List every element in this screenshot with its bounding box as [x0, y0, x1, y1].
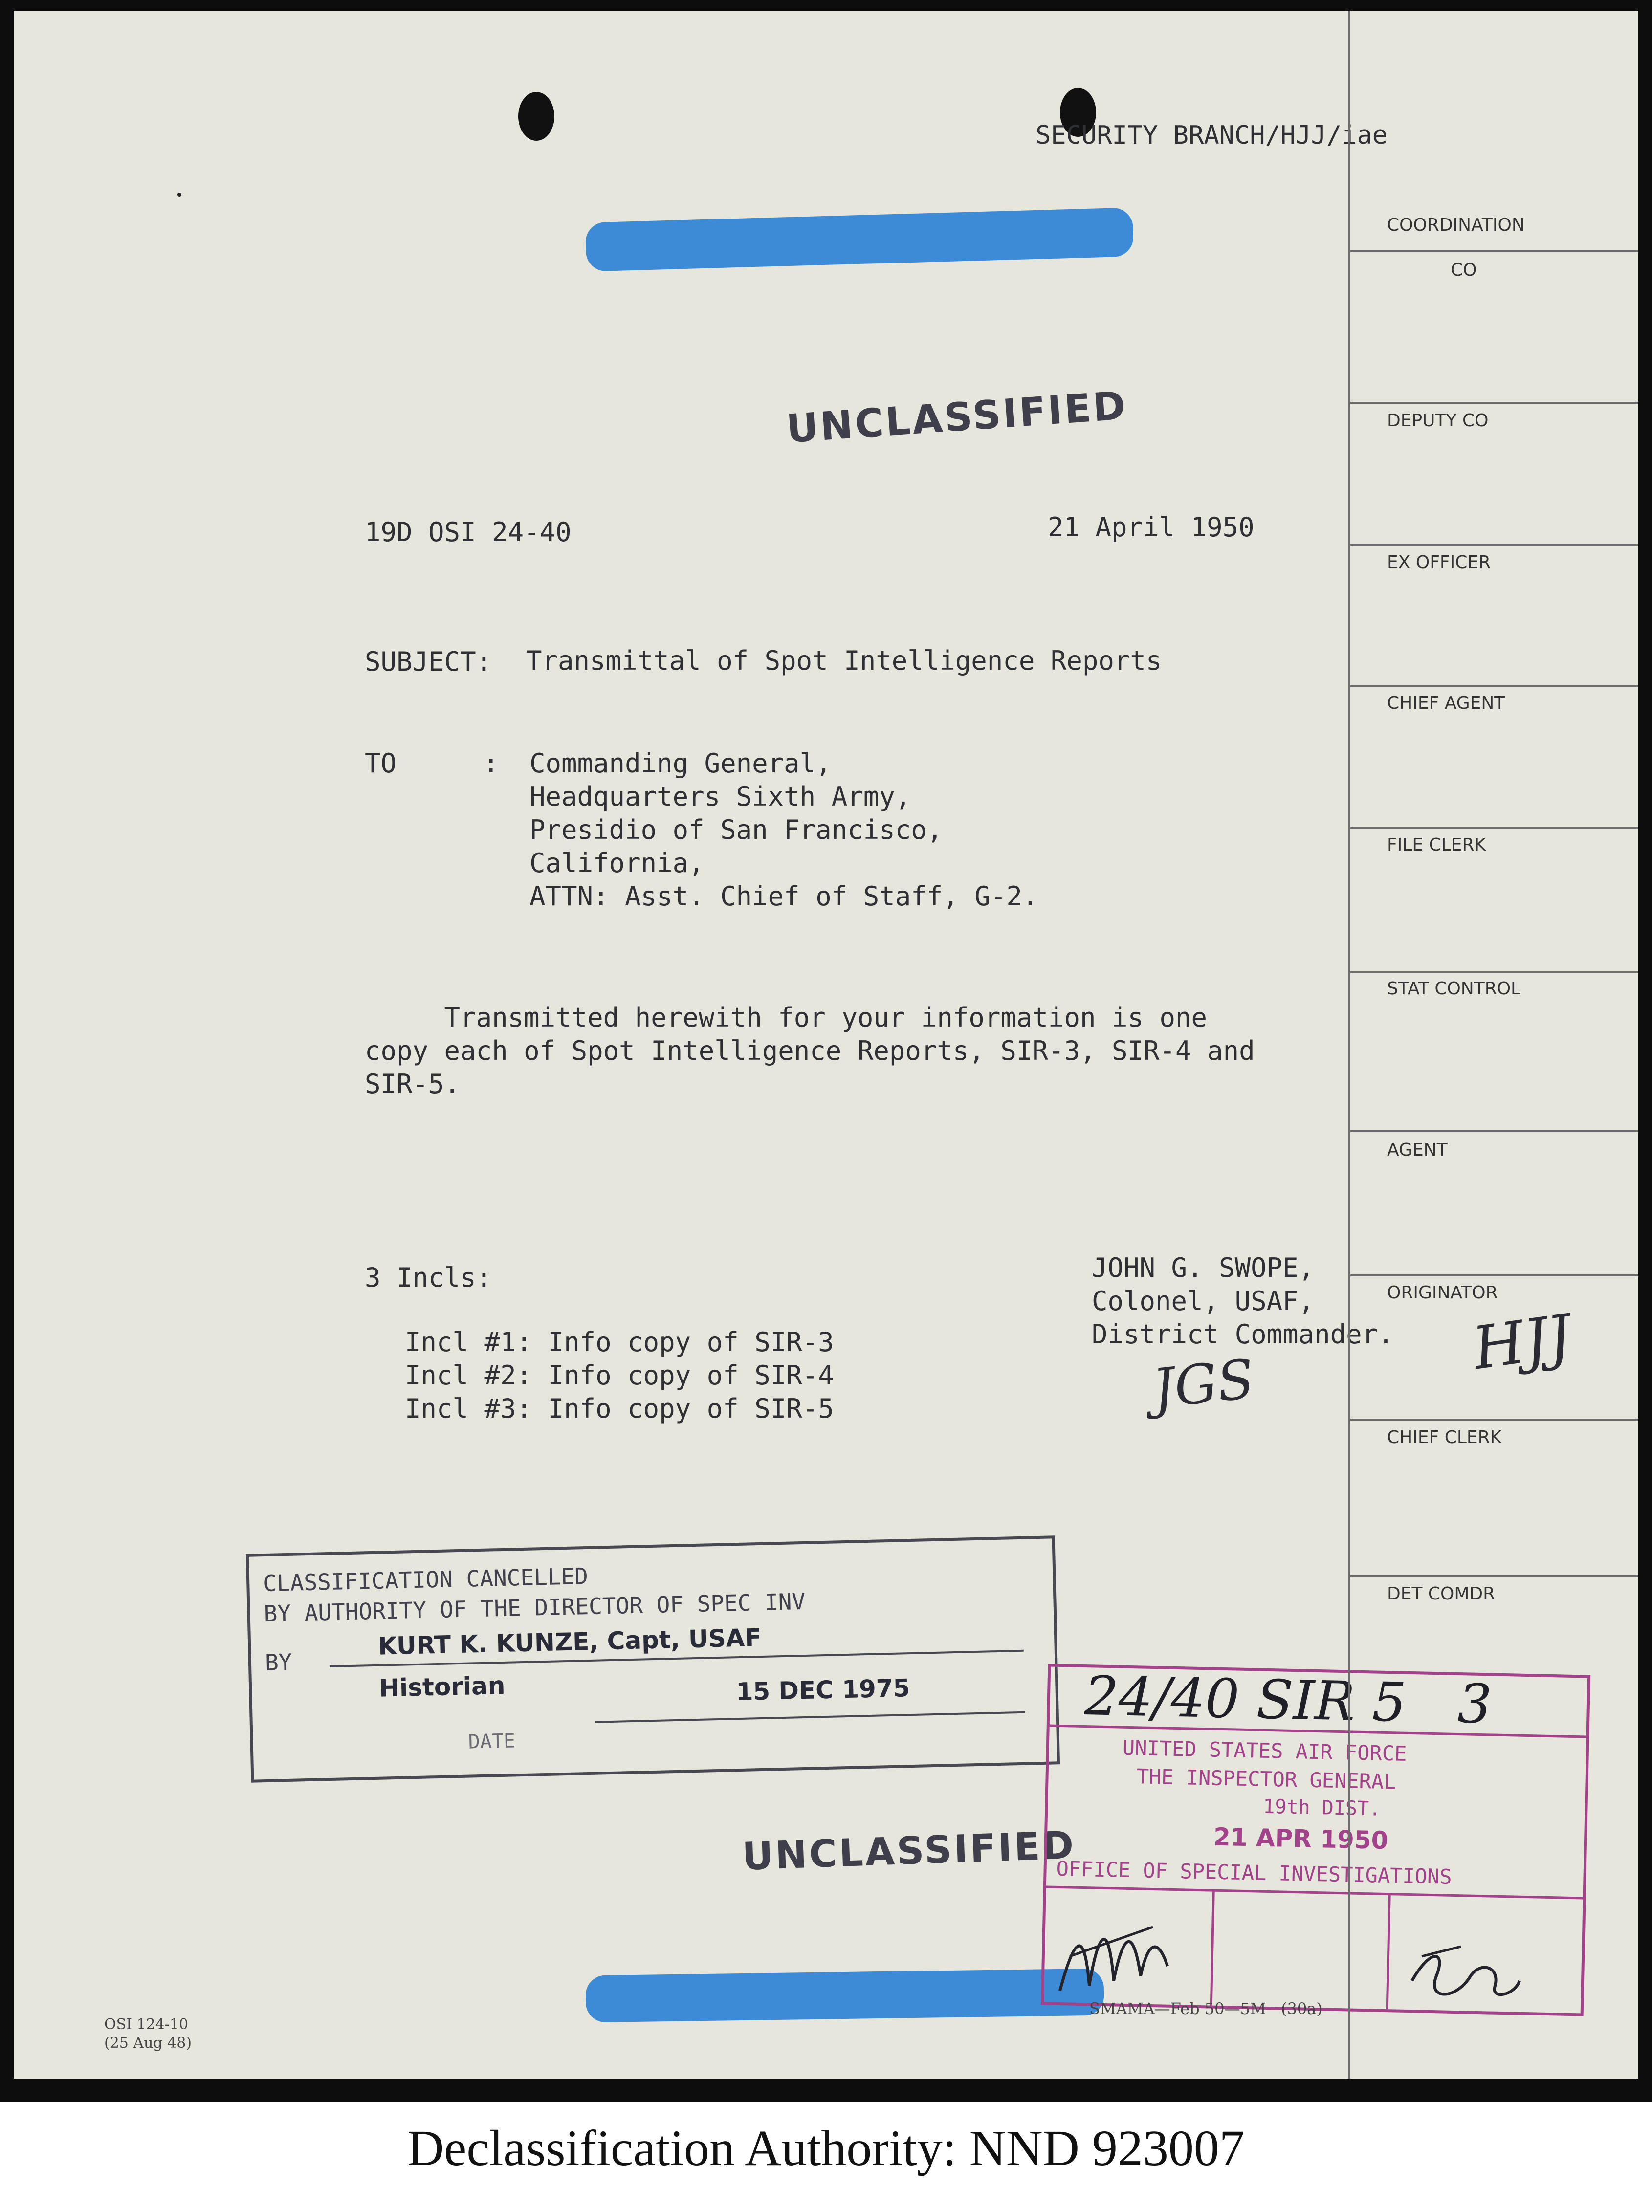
punch-hole-left — [518, 92, 554, 141]
ig-handwritten-ref: 24/40 SIR 5 3 — [1083, 1664, 1493, 1736]
routing-label-chief-clerk: CHIEF CLERK — [1387, 1427, 1502, 1447]
cancel-line-2: BY AUTHORITY OF THE DIRECTOR OF SPEC INV — [264, 1588, 806, 1627]
form-number: OSI 124-10 — [104, 2016, 189, 2033]
routing-label-stat-control: STAT CONTROL — [1387, 979, 1521, 999]
originator-initials: HJJ — [1469, 1302, 1576, 1383]
cancel-by-label: BY — [264, 1648, 292, 1676]
signature-line-2: Colonel, USAF, — [1092, 1286, 1315, 1316]
to-colon: : — [483, 748, 499, 779]
ig-signature-scribble-left — [1055, 1907, 1182, 2000]
routing-label-ex-officer: EX OFFICER — [1387, 552, 1491, 572]
form-date: (25 Aug 48) — [104, 2035, 192, 2052]
declassification-authority: Declassification Authority: NND 923007 — [407, 2120, 1245, 2176]
inclosure-1: Incl #1: Info copy of SIR-3 — [405, 1327, 834, 1358]
printer-line: SMAMA—Feb 50—5M (30a) — [1089, 1999, 1322, 2018]
to-line-4: California, — [529, 848, 705, 878]
stray-mark — [177, 193, 181, 197]
routing-label-coordination: COORDINATION — [1387, 215, 1525, 235]
cancel-date-underline — [595, 1711, 1025, 1723]
ig-cell-divider-1 — [1210, 1889, 1215, 2006]
routing-label-agent: AGENT — [1387, 1140, 1448, 1160]
routing-divider-co — [1350, 250, 1638, 252]
file-number: 19D OSI 24-40 — [365, 517, 572, 548]
routing-divider-chief-clerk — [1350, 1419, 1638, 1421]
office-reference: SECURITY BRANCH/HJJ/iae — [1035, 121, 1388, 150]
routing-divider-ex — [1350, 544, 1638, 546]
routing-divider-originator — [1350, 1274, 1638, 1276]
unclassified-stamp-bottom: UNCLASSIFIED — [741, 1823, 1077, 1879]
ig-date: 21 APR 1950 — [1213, 1822, 1389, 1855]
signer-initials: JGS — [1149, 1347, 1257, 1421]
redaction-marker-top — [585, 207, 1134, 271]
letter-date: 21 April 1950 — [1048, 512, 1255, 543]
subject-label: SUBJECT: — [365, 646, 492, 677]
routing-divider-det — [1350, 1575, 1638, 1577]
ig-line-1: UNITED STATES AIR FORCE — [1122, 1735, 1407, 1766]
signature-line-1: JOHN G. SWOPE, — [1092, 1252, 1315, 1283]
routing-label-co: CO — [1451, 260, 1477, 280]
routing-divider-deputy — [1350, 402, 1638, 404]
inclosure-3: Incl #3: Info copy of SIR-5 — [405, 1393, 834, 1424]
ig-line-2: THE INSPECTOR GENERAL — [1136, 1764, 1397, 1794]
routing-label-chief-agent: CHIEF AGENT — [1387, 693, 1505, 713]
to-line-3: Presidio of San Francisco, — [529, 814, 943, 845]
to-line-1: Commanding General, — [529, 748, 832, 779]
routing-label-file-clerk: FILE CLERK — [1387, 835, 1486, 855]
cancel-by-name: KURT K. KUNZE, Capt, USAF — [377, 1623, 762, 1661]
cancel-date-value: 15 DEC 1975 — [735, 1674, 911, 1707]
ig-line-3: 19th DIST. — [1262, 1795, 1381, 1820]
body-line-1: Transmitted herewith for your information is one — [365, 1002, 1208, 1033]
redaction-marker-bottom — [585, 1969, 1104, 2023]
cancel-line-1: CLASSIFICATION CANCELLED — [263, 1562, 589, 1597]
document-page — [14, 11, 1638, 2079]
body-line-2: copy each of Spot Intelligence Reports, SIR-3, SIR-4 and — [365, 1035, 1255, 1066]
cancel-by-title: Historian — [378, 1671, 506, 1703]
to-label: TO — [365, 748, 397, 779]
ig-line-4: OFFICE OF SPECIAL INVESTIGATIONS — [1056, 1856, 1453, 1889]
inclosures-label: 3 Incls: — [365, 1262, 492, 1293]
signature-line-3: District Commander. — [1092, 1319, 1394, 1350]
routing-label-det-comdr: DET COMDR — [1387, 1584, 1496, 1604]
unclassified-stamp-top: UNCLASSIFIED — [785, 382, 1129, 452]
classification-cancelled-stamp — [246, 1535, 1060, 1782]
routing-label-deputy-co: DEPUTY CO — [1387, 411, 1489, 431]
body-line-3: SIR-5. — [365, 1069, 461, 1099]
subject-text: Transmittal of Spot Intelligence Reports — [526, 645, 1162, 676]
to-line-5: ATTN: Asst. Chief of Staff, G-2. — [529, 881, 1038, 912]
routing-divider-chief-agent — [1350, 685, 1638, 687]
routing-label-originator: ORIGINATOR — [1387, 1283, 1498, 1303]
cancel-date-label: DATE — [468, 1730, 516, 1753]
inclosure-2: Incl #2: Info copy of SIR-4 — [405, 1360, 834, 1391]
routing-column — [1348, 11, 1638, 2079]
routing-divider-stat — [1350, 971, 1638, 973]
routing-divider-file — [1350, 827, 1638, 829]
routing-divider-agent — [1350, 1130, 1638, 1132]
to-line-2: Headquarters Sixth Army, — [529, 781, 911, 812]
